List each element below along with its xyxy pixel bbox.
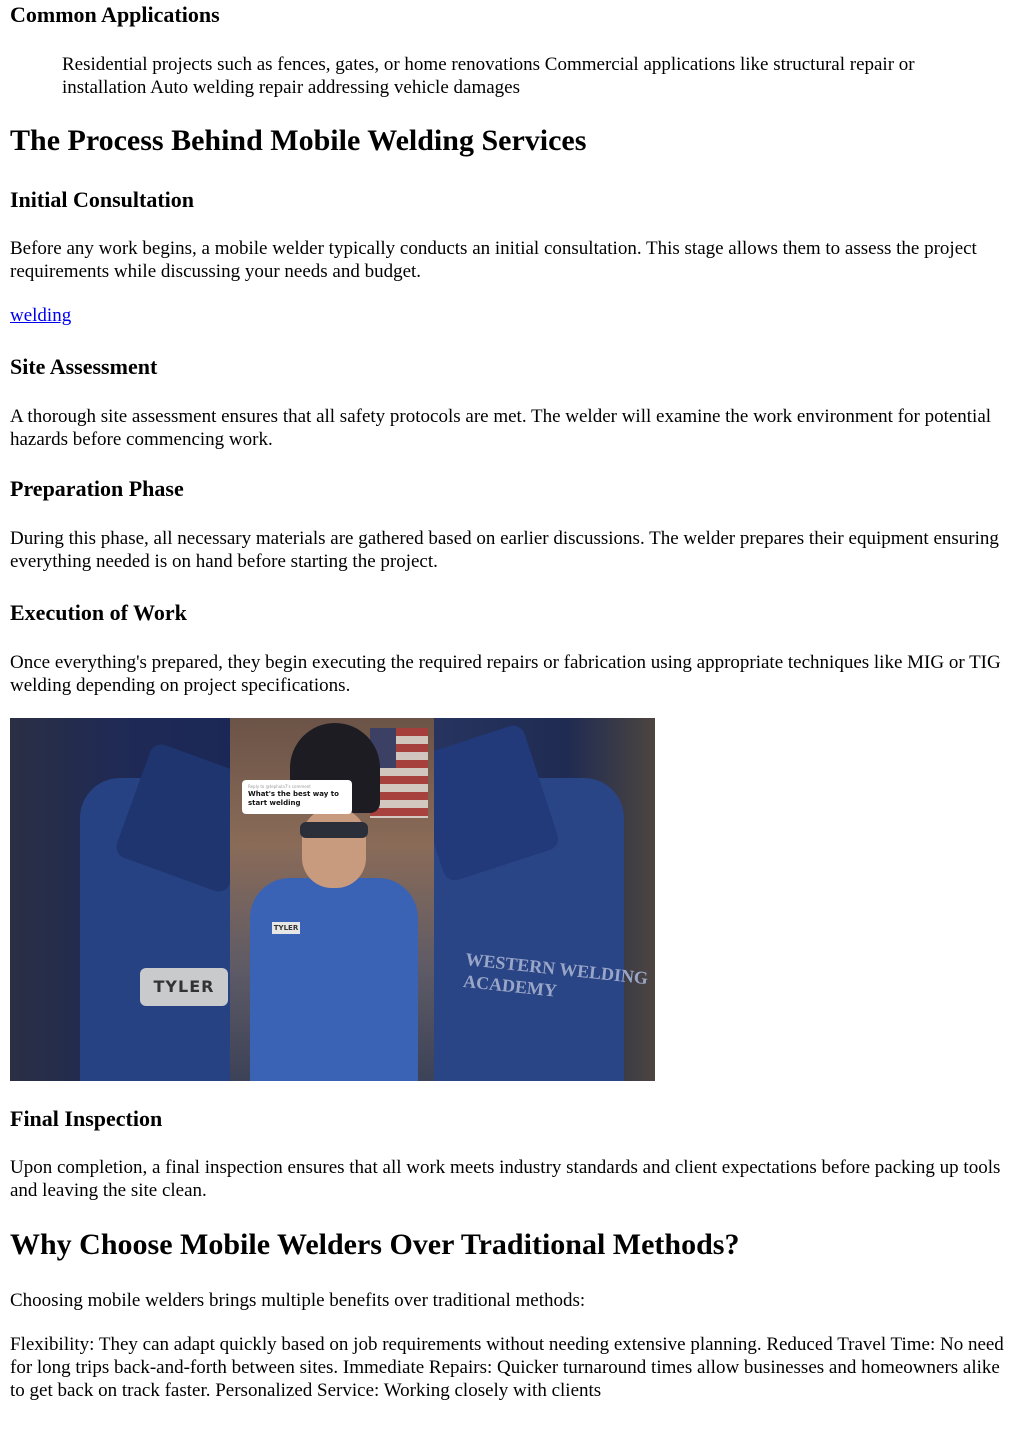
comment-bubble-sub: Reply to @tephula7's comment [248, 784, 311, 789]
comment-bubble [242, 780, 352, 814]
heading-final-inspection: Final Inspection [10, 1106, 163, 1131]
heading-why-choose: Why Choose Mobile Welders Over Traditional Methods? [10, 1228, 740, 1261]
welder-video-thumbnail[interactable] [10, 718, 655, 1081]
academy-embroidery: WESTERN WELDING ACADEMY [462, 949, 649, 1001]
heading-common-applications: Common Applications [10, 2, 220, 27]
jacket-closeup-left [10, 718, 230, 1081]
site-assessment-text: A thorough site assessment ensures that all safety protocols are met. The welder will examine the work environment for potential hazards before commencing work. [10, 406, 992, 450]
why-choose-intro: Choosing mobile welders brings multiple benefits over traditional methods: [10, 1290, 586, 1311]
execution-text: Once everything's prepared, they begin executing the required repairs or fabrication using appropriate techniques like MIG or TIG welding depending on project specifications. [10, 652, 1001, 696]
comment-bubble-text: What's the best way to start welding [248, 790, 339, 807]
welding-link[interactable]: welding [10, 305, 72, 326]
heading-execution: Execution of Work [10, 600, 187, 625]
welder-portrait [230, 718, 434, 1081]
jacket-closeup-right [434, 718, 655, 1081]
applications-text: Residential projects such as fences, gates, or home renovations Commercial applications like structural repair or installation Auto welding repair addressing vehicle damages [62, 54, 915, 98]
initial-consultation-text: Before any work begins, a mobile welder typically conducts an initial consultation. This stage allows them to assess the project requirements while discussing your needs and budget. [10, 238, 977, 282]
preparation-text: During this phase, all necessary materials are gathered based on earlier discussions. The welder prepares their equipment ensuring everything needed is on hand before starting the project. [10, 528, 999, 572]
benefits-text: Flexibility: They can adapt quickly based on job requirements without needing extensive planning. Reduced Travel Time: No need for long trips back-and-forth between sites. Immediate Repairs: Quicker turnaround times allow businesses and homeowners alike to get back on track faster. Personalized Service: Working closely with clients [10, 1334, 1004, 1401]
heading-initial-consultation: Initial Consultation [10, 187, 194, 212]
nametag-left: TYLER [140, 968, 228, 1006]
heading-process: The Process Behind Mobile Welding Services [10, 124, 587, 157]
heading-preparation: Preparation Phase [10, 476, 184, 501]
final-inspection-text: Upon completion, a final inspection ensures that all work meets industry standards and client expectations before packing up tools and leaving the site clean. [10, 1157, 1001, 1201]
welding-link-paragraph [10, 304, 1014, 327]
heading-site-assessment: Site Assessment [10, 354, 158, 379]
nametag-center: TYLER [273, 924, 299, 932]
